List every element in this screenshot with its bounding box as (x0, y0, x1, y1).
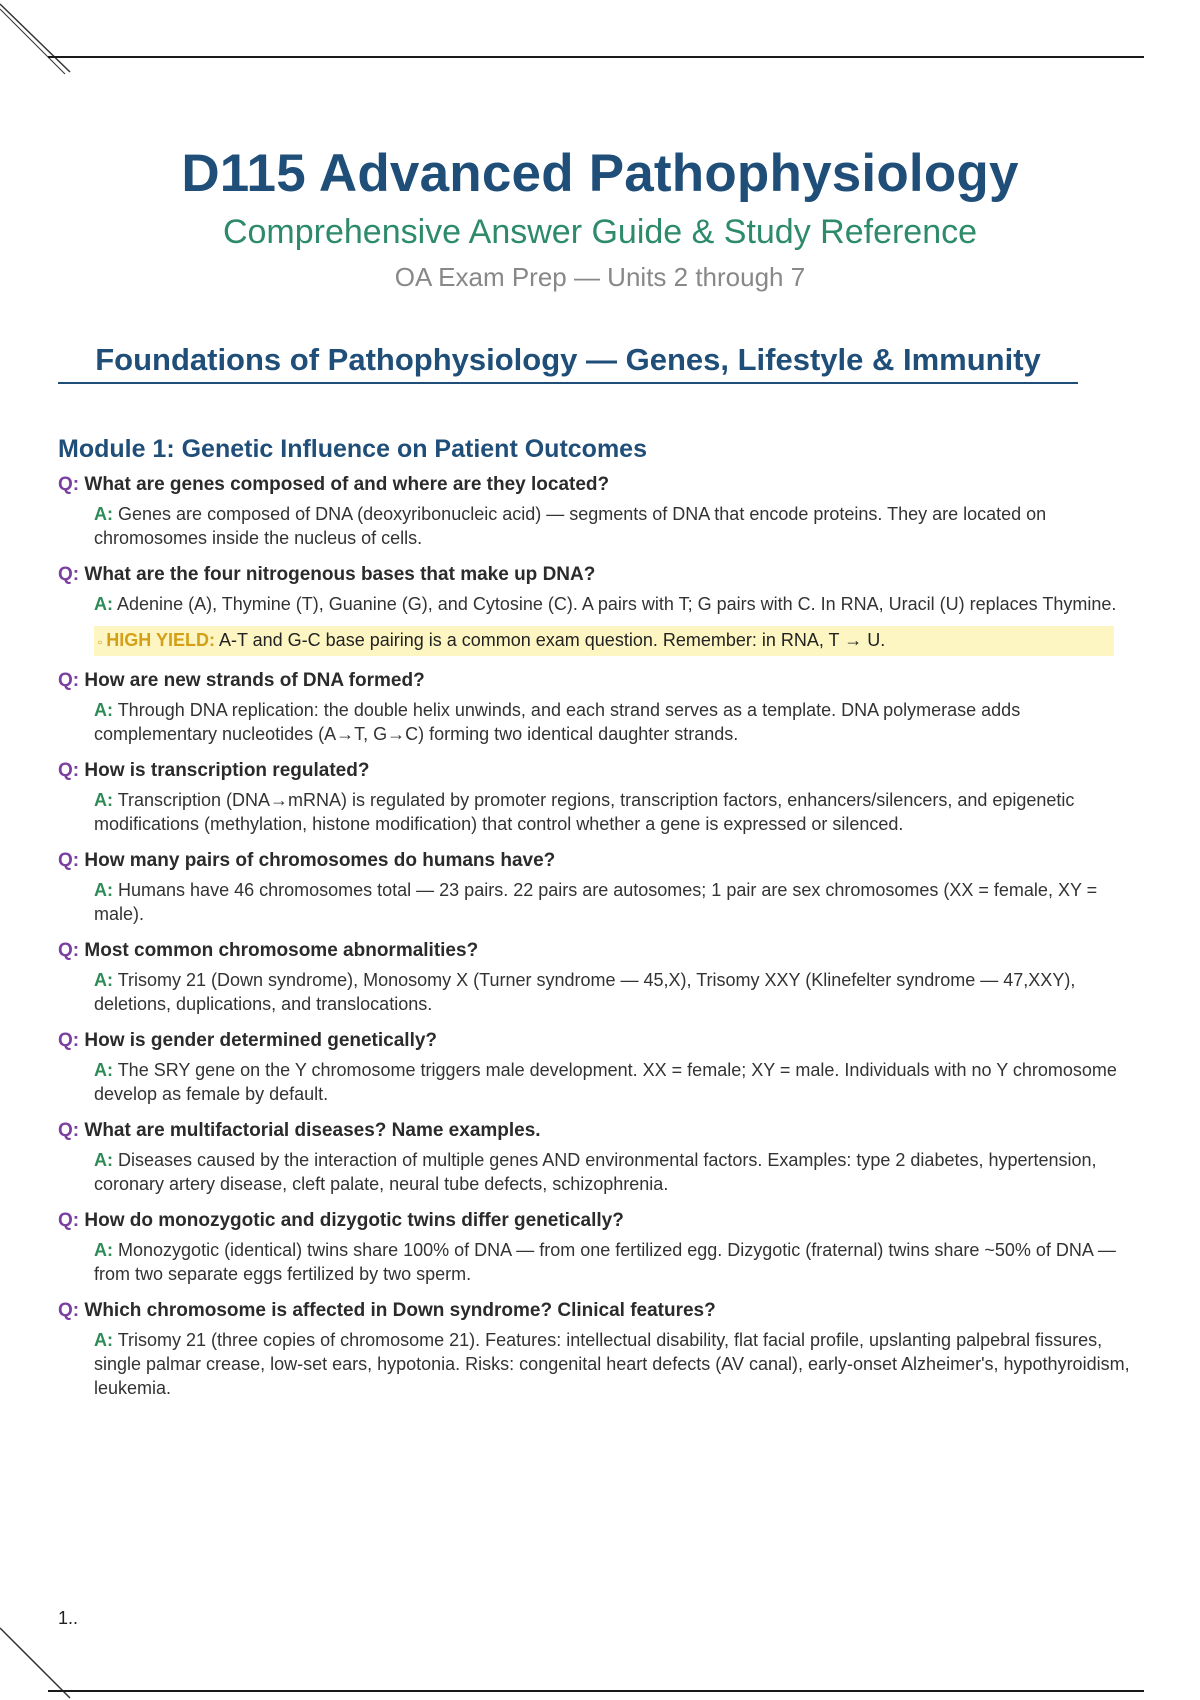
q-prefix: Q: (58, 564, 80, 585)
qa-item (58, 758, 1144, 836)
answer-text: Diseases caused by the interaction of multiple genes AND environmental factors. Examples: type 2 diabetes, hypertension, coronary artery disease, cleft palate, neural tube defects, schizophrenia. (94, 1150, 1097, 1194)
qa-item (58, 472, 1144, 550)
title-block (0, 140, 1200, 298)
q-prefix: Q: (58, 1210, 80, 1231)
document-subtitle: Comprehensive Answer Guide & Study Reference (222, 213, 978, 251)
question-text: What are multifactorial diseases? Name examples. (84, 1120, 541, 1141)
section-heading: Foundations of Pathophysiology — Genes, Lifestyle & Immunity (58, 340, 1078, 384)
question (58, 848, 1144, 874)
answer-text: Trisomy 21 (Down syndrome), Monosomy X (Turner syndrome — 45,X), Trisomy XXY (Klinefelter syndrome — 47,XXY), deletions, duplications, and translocations. (94, 970, 1076, 1014)
qa-item (58, 668, 1144, 746)
question (58, 1298, 1144, 1324)
q-prefix: Q: (58, 1030, 80, 1051)
a-prefix: A: (94, 504, 113, 524)
question-text: How is transcription regulated? (84, 760, 370, 781)
answer-text: Genes are composed of DNA (deoxyribonucleic acid) — segments of DNA that encode proteins. They are located on chromosomes inside the nucleus of cells. (94, 504, 1047, 548)
question-text: How is gender determined genetically? (84, 1030, 438, 1051)
q-prefix: Q: (58, 940, 80, 961)
module-content (58, 432, 1144, 1412)
answer (94, 1148, 1144, 1196)
qa-item (58, 562, 1144, 616)
question-text: Most common chromosome abnormalities? (84, 940, 479, 961)
answer-text: Trisomy 21 (three copies of chromosome 21). Features: intellectual disability, flat facial profile, upslanting palpebral fissures, single palmar crease, low-set ears, hypotonia. Risks: congenital heart defects (AV canal), early-onset Alzheimer's, hypothyroidism, leukemia. (94, 1330, 1130, 1398)
question-text: What are the four nitrogenous bases that make up DNA? (84, 564, 596, 585)
question-text: How are new strands of DNA formed? (84, 670, 425, 691)
corner-mark-top-left (0, 0, 80, 80)
a-prefix: A: (94, 880, 113, 900)
question (58, 1208, 1144, 1234)
question (58, 562, 1144, 588)
q-prefix: Q: (58, 474, 80, 495)
document-title: D115 Advanced Pathophysiology (181, 144, 1019, 203)
question (58, 1118, 1144, 1144)
qa-item (58, 1298, 1144, 1400)
q-prefix: Q: (58, 670, 80, 691)
question (58, 472, 1144, 498)
question-text: What are genes composed of and where are they located? (84, 474, 610, 495)
answer (94, 502, 1144, 550)
question (58, 668, 1144, 694)
qa-item (58, 1118, 1144, 1196)
answer-text: Humans have 46 chromosomes total — 23 pairs. 22 pairs are autosomes; 1 pair are sex chromosomes (XX = female, XY = male). (94, 880, 1098, 924)
answer-text: Transcription (DNA→mRNA) is regulated by promoter regions, transcription factors, enhancers/silencers, and epigenetic modifications (methylation, histone modification) that control whether a gene is expressed or silenced. (94, 790, 1075, 834)
bullet-icon: ▫ (98, 635, 103, 649)
qa-item (58, 938, 1144, 1016)
a-prefix: A: (94, 790, 113, 810)
question (58, 1028, 1144, 1054)
document-tagline: OA Exam Prep — Units 2 through 7 (394, 262, 806, 292)
answer (94, 788, 1144, 836)
qa-item (58, 848, 1144, 926)
q-prefix: Q: (58, 760, 80, 781)
question-text: How many pairs of chromosomes do humans have? (84, 850, 556, 871)
answer (94, 878, 1144, 926)
module-heading: Module 1: Genetic Influence on Patient Outcomes (58, 435, 647, 463)
bottom-rule (48, 1690, 1144, 1692)
a-prefix: A: (94, 1150, 113, 1170)
qa-item (58, 1028, 1144, 1106)
answer (94, 968, 1144, 1016)
page-number: 1.. (58, 1608, 79, 1628)
qa-item (58, 1208, 1144, 1286)
question (58, 758, 1144, 784)
answer (94, 1238, 1144, 1286)
a-prefix: A: (94, 1240, 113, 1260)
q-prefix: Q: (58, 1120, 80, 1141)
answer-text: Monozygotic (identical) twins share 100% of DNA — from one fertilized egg. Dizygotic (fraternal) twins share ~50% of DNA — from two separate eggs fertilized by two sperm. (94, 1240, 1116, 1284)
answer (94, 1058, 1144, 1106)
high-yield-callout (94, 626, 1114, 656)
a-prefix: A: (94, 594, 113, 614)
high-yield-label: HIGH YIELD: (106, 630, 215, 650)
answer-text: Adenine (A), Thymine (T), Guanine (G), and Cytosine (C). A pairs with T; G pairs with C. In RNA, Uracil (U) replaces Thymine. (117, 594, 1117, 614)
q-prefix: Q: (58, 1300, 80, 1321)
answer-text: Through DNA replication: the double helix unwinds, and each strand serves as a template. DNA polymerase adds complementary nucleotides (A→T, G→C) forming two identical daughter strands. (94, 700, 1021, 744)
top-rule (48, 56, 1144, 58)
answer (94, 592, 1144, 616)
q-prefix: Q: (58, 850, 80, 871)
question-text: Which chromosome is affected in Down syndrome? Clinical features? (84, 1300, 716, 1321)
question (58, 938, 1144, 964)
answer (94, 1328, 1144, 1400)
a-prefix: A: (94, 1060, 113, 1080)
a-prefix: A: (94, 1330, 113, 1350)
high-yield-text: A-T and G-C base pairing is a common exam question. Remember: in RNA, T → U. (218, 630, 886, 650)
question-text: How do monozygotic and dizygotic twins differ genetically? (84, 1210, 624, 1231)
answer (94, 698, 1144, 746)
corner-mark-bottom-left (0, 1620, 80, 1700)
a-prefix: A: (94, 970, 113, 990)
a-prefix: A: (94, 700, 113, 720)
answer-text: The SRY gene on the Y chromosome triggers male development. XX = female; XY = male. Individuals with no Y chromosome develop as female by default. (94, 1060, 1117, 1104)
